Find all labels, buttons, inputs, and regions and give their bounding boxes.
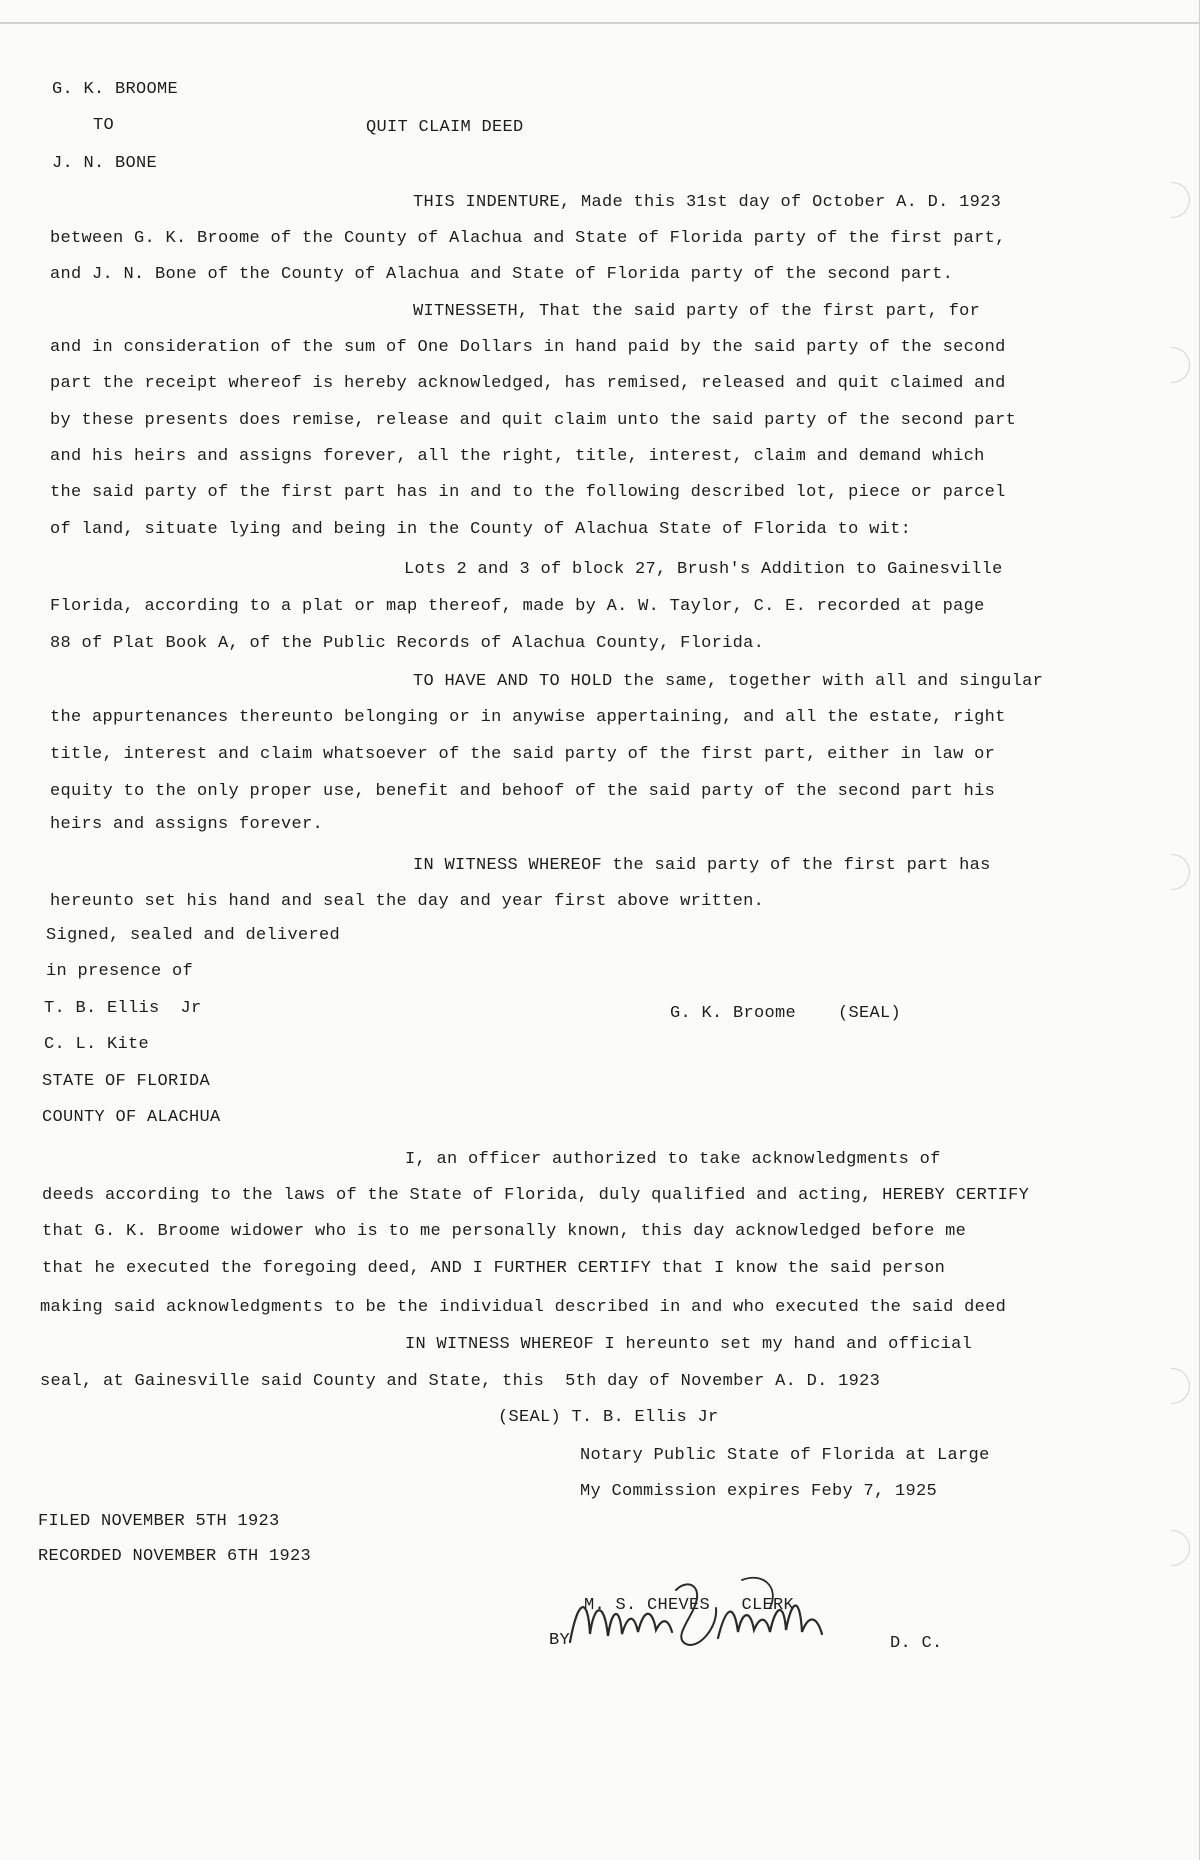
punch-hole-icon	[1171, 182, 1190, 218]
notary-seal-line: (SEAL) T. B. Ellis Jr	[498, 1408, 719, 1427]
body-line: the appurtenances thereunto belonging or in anywise appertaining, and all the estate, right	[50, 708, 1006, 727]
body-line: IN WITNESS WHEREOF the said party of the first part has	[413, 856, 991, 875]
in-presence-line: in presence of	[46, 962, 194, 981]
body-line: heirs and assigns forever.	[50, 815, 324, 834]
body-line: 88 of Plat Book A, of the Public Records of Alachua County, Florida.	[50, 634, 765, 653]
clerk-name: M. S. CHEVES CLERK	[584, 1596, 795, 1615]
acknowledgment-line: seal, at Gainesville said County and State, this 5th day of November A. D. 1923	[40, 1372, 881, 1391]
body-line: the said party of the first part has in and to the following described lot, piece or parcel	[50, 483, 1006, 502]
witness-2: C. L. Kite	[44, 1035, 150, 1054]
notary-title: Notary Public State of Florida at Large	[580, 1446, 990, 1465]
body-line: part the receipt whereof is hereby acknowledged, has remised, released and quit claimed and	[50, 374, 1006, 393]
recorded-date: RECORDED NOVEMBER 6TH 1923	[38, 1547, 312, 1566]
acknowledgment-line: that G. K. Broome widower who is to me personally known, this day acknowledged before me	[42, 1222, 967, 1241]
body-line: by these presents does remise, release and quit claim unto the said party of the second part	[50, 411, 1017, 430]
deputy-clerk-label: D. C.	[890, 1634, 943, 1653]
acknowledgment-line: IN WITNESS WHEREOF I hereunto set my hand and official	[405, 1335, 973, 1354]
document-title: QUIT CLAIM DEED	[366, 118, 524, 137]
body-line: and in consideration of the sum of One Dollars in hand paid by the said party of the second	[50, 338, 1006, 357]
body-line: hereunto set his hand and seal the day and year first above written.	[50, 892, 765, 911]
acknowledgment-line: I, an officer authorized to take acknowledgments of	[405, 1150, 941, 1169]
venue-county: COUNTY OF ALACHUA	[42, 1108, 221, 1127]
venue-state: STATE OF FLORIDA	[42, 1072, 211, 1091]
body-line: and J. N. Bone of the County of Alachua and State of Florida party of the second part.	[50, 265, 954, 284]
signed-sealed-line: Signed, sealed and delivered	[46, 926, 341, 945]
grantor-name: G. K. BROOME	[52, 80, 179, 99]
body-line: THIS INDENTURE, Made this 31st day of October A. D. 1923	[413, 193, 1002, 212]
acknowledgment-line: that he executed the foregoing deed, AND I FURTHER CERTIFY that I know the said person	[42, 1259, 946, 1278]
body-line: title, interest and claim whatsoever of the said party of the first part, either in law or	[50, 745, 996, 764]
notary-commission: My Commission expires Feby 7, 1925	[580, 1482, 938, 1501]
grantee-name: J. N. BONE	[52, 154, 158, 173]
punch-hole-icon	[1171, 1368, 1190, 1404]
handwritten-signature-icon	[548, 1568, 858, 1668]
punch-hole-icon	[1171, 347, 1190, 383]
body-line: and his heirs and assigns forever, all the right, title, interest, claim and demand which	[50, 447, 985, 466]
acknowledgment-line: making said acknowledgments to be the individual described in and who executed the said deed	[40, 1298, 1007, 1317]
acknowledgment-line: deeds according to the laws of the State of Florida, duly qualified and acting, HEREBY CERTIFY	[42, 1186, 1030, 1205]
body-line: between G. K. Broome of the County of Alachua and State of Florida party of the first part,	[50, 229, 1006, 248]
grantor-signature: G. K. Broome (SEAL)	[670, 1004, 902, 1023]
body-line: WITNESSETH, That the said party of the first part, for	[413, 302, 981, 321]
top-rule	[0, 22, 1200, 24]
body-line: equity to the only proper use, benefit and behoof of the said party of the second part his	[50, 782, 996, 801]
witness-1: T. B. Ellis Jr	[44, 999, 202, 1018]
to-label: TO	[93, 116, 115, 135]
body-line: Lots 2 and 3 of block 27, Brush's Addition to Gainesville	[404, 560, 1003, 579]
body-line: TO HAVE AND TO HOLD the same, together with all and singular	[413, 672, 1044, 691]
punch-hole-icon	[1171, 1530, 1190, 1566]
filed-date: FILED NOVEMBER 5TH 1923	[38, 1512, 280, 1531]
body-line: Florida, according to a plat or map thereof, made by A. W. Taylor, C. E. recorded at page	[50, 597, 985, 616]
punch-hole-icon	[1171, 854, 1190, 890]
body-line: of land, situate lying and being in the County of Alachua State of Florida to wit:	[50, 520, 912, 539]
by-label: BY	[549, 1631, 571, 1650]
